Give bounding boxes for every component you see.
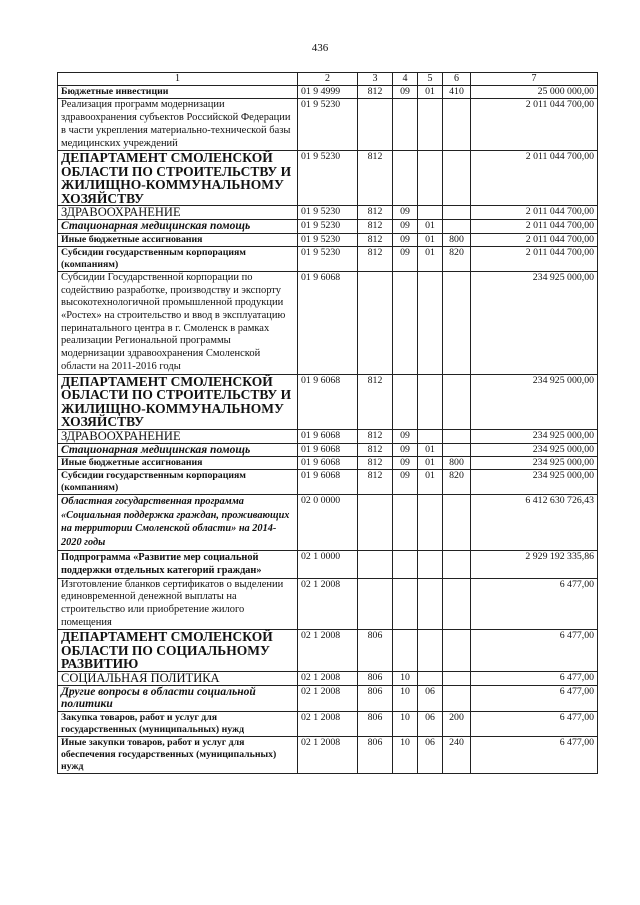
expense-type-cell (443, 550, 471, 578)
section-code-cell: 09 (393, 86, 418, 99)
row-name-cell: Иные бюджетные ассигнования (58, 233, 298, 246)
row-name-cell: Изготовление бланков сертификатов о выделении единовременной денежной выплаты на строительство или приобретение жилого помещения (58, 578, 298, 630)
ministry-code-cell: 812 (358, 429, 393, 443)
subsection-code-cell: 01 (418, 246, 443, 271)
expense-type-cell (443, 685, 471, 711)
subsection-code-cell (418, 99, 443, 151)
ministry-code-cell: 812 (358, 86, 393, 99)
table-row (58, 151, 598, 206)
ministry-code-cell: 812 (358, 443, 393, 457)
table-row (58, 550, 598, 578)
expense-type-cell (443, 630, 471, 672)
ministry-code-cell: 812 (358, 457, 393, 470)
section-code-cell: 09 (393, 429, 418, 443)
subsection-code-cell (418, 429, 443, 443)
section-code-cell: 10 (393, 736, 418, 773)
row-name-cell: Бюджетные инвестиции (58, 86, 298, 99)
table-row (58, 86, 598, 99)
amount-cell: 25 000 000,00 (471, 86, 598, 99)
subsection-code-cell (418, 671, 443, 685)
table-row (58, 685, 598, 711)
expense-type-cell (443, 443, 471, 457)
ministry-code-cell (358, 495, 393, 550)
amount-cell: 6 477,00 (471, 685, 598, 711)
table-row (58, 671, 598, 685)
target-code-cell: 01 9 5230 (298, 233, 358, 246)
row-name-cell: ДЕПАРТАМЕНТ СМОЛЕНСКОЙ ОБЛАСТИ ПО СТРОИТЕЛЬСТВУ И ЖИЛИЩНО-КОММУНАЛЬНОМУ ХОЗЯЙСТВУ (58, 151, 298, 206)
ministry-code-cell: 812 (358, 246, 393, 271)
table-row (58, 630, 598, 672)
ministry-code-cell: 812 (358, 206, 393, 220)
expense-type-cell (443, 99, 471, 151)
table-row (58, 246, 598, 271)
amount-cell: 234 925 000,00 (471, 374, 598, 429)
section-code-cell: 09 (393, 233, 418, 246)
section-code-cell (393, 578, 418, 630)
subsection-code-cell: 06 (418, 736, 443, 773)
subsection-code-cell (418, 495, 443, 550)
amount-cell: 2 011 044 700,00 (471, 220, 598, 234)
target-code-cell: 01 9 6068 (298, 429, 358, 443)
amount-cell: 6 477,00 (471, 711, 598, 736)
amount-cell: 234 925 000,00 (471, 271, 598, 374)
subsection-code-cell (418, 550, 443, 578)
amount-cell: 6 477,00 (471, 630, 598, 672)
header-cell: 7 (471, 73, 598, 86)
target-code-cell: 01 9 6068 (298, 443, 358, 457)
section-code-cell (393, 99, 418, 151)
expense-type-cell: 240 (443, 736, 471, 773)
ministry-code-cell (358, 578, 393, 630)
budget-table (57, 72, 598, 774)
target-code-cell: 01 9 5230 (298, 246, 358, 271)
section-code-cell (393, 550, 418, 578)
subsection-code-cell (418, 151, 443, 206)
table-row (58, 233, 598, 246)
row-name-cell: Стационарная медицинская помощь (58, 220, 298, 234)
amount-cell: 2 011 044 700,00 (471, 151, 598, 206)
ministry-code-cell: 806 (358, 736, 393, 773)
amount-cell: 2 011 044 700,00 (471, 99, 598, 151)
table-row (58, 220, 598, 234)
section-code-cell: 09 (393, 220, 418, 234)
target-code-cell: 01 9 6068 (298, 271, 358, 374)
row-name-cell: Подпрограмма «Развитие мер социальной поддержки отдельных категорий граждан» (58, 550, 298, 578)
expense-type-cell: 820 (443, 470, 471, 495)
header-cell: 4 (393, 73, 418, 86)
row-name-cell: Иные закупки товаров, работ и услуг для обеспечения государственных (муниципальных) нужд (58, 736, 298, 773)
target-code-cell: 01 9 6068 (298, 470, 358, 495)
target-code-cell: 01 9 6068 (298, 457, 358, 470)
amount-cell: 234 925 000,00 (471, 443, 598, 457)
subsection-code-cell: 06 (418, 711, 443, 736)
expense-type-cell: 820 (443, 246, 471, 271)
row-name-cell: ДЕПАРТАМЕНТ СМОЛЕНСКОЙ ОБЛАСТИ ПО СОЦИАЛЬНОМУ РАЗВИТИЮ (58, 630, 298, 672)
row-name-cell: Субсидии государственным корпорациям (компаниям) (58, 246, 298, 271)
table-row (58, 736, 598, 773)
target-code-cell: 02 1 0000 (298, 550, 358, 578)
section-code-cell: 09 (393, 470, 418, 495)
target-code-cell: 01 9 5230 (298, 151, 358, 206)
section-code-cell (393, 630, 418, 672)
ministry-code-cell: 806 (358, 671, 393, 685)
row-name-cell: Закупка товаров, работ и услуг для государственных (муниципальных) нужд (58, 711, 298, 736)
target-code-cell: 02 1 2008 (298, 685, 358, 711)
amount-cell: 234 925 000,00 (471, 429, 598, 443)
section-code-cell (393, 374, 418, 429)
amount-cell: 6 412 630 726,43 (471, 495, 598, 550)
section-code-cell (393, 151, 418, 206)
section-code-cell: 10 (393, 711, 418, 736)
target-code-cell: 02 1 2008 (298, 671, 358, 685)
subsection-code-cell (418, 271, 443, 374)
target-code-cell: 01 9 6068 (298, 374, 358, 429)
expense-type-cell (443, 206, 471, 220)
subsection-code-cell: 01 (418, 470, 443, 495)
expense-type-cell: 410 (443, 86, 471, 99)
expense-type-cell (443, 671, 471, 685)
row-name-cell: СОЦИАЛЬНАЯ ПОЛИТИКА (58, 671, 298, 685)
page-number: 436 (311, 42, 329, 54)
section-code-cell: 10 (393, 671, 418, 685)
subsection-code-cell (418, 630, 443, 672)
table-row (58, 457, 598, 470)
ministry-code-cell: 812 (358, 374, 393, 429)
table-row (58, 271, 598, 374)
section-code-cell (393, 271, 418, 374)
row-name-cell: ЗДРАВООХРАНЕНИЕ (58, 206, 298, 220)
row-name-cell: Субсидии Государственной корпорации по содействию разработке, производству и экспорту высокотехнологичной промышленной продукции «Ростех» на строительство и ввод в эксплуатацию перинатального центра в г. Смоленск в рамках реализации Региональной программы модернизации здравоохранения Смоленской области на 2011-2016 годы (58, 271, 298, 374)
subsection-code-cell: 01 (418, 86, 443, 99)
table-row (58, 99, 598, 151)
row-name-cell: ДЕПАРТАМЕНТ СМОЛЕНСКОЙ ОБЛАСТИ ПО СТРОИТЕЛЬСТВУ И ЖИЛИЩНО-КОММУНАЛЬНОМУ ХОЗЯЙСТВУ (58, 374, 298, 429)
ministry-code-cell: 806 (358, 711, 393, 736)
amount-cell: 2 011 044 700,00 (471, 246, 598, 271)
target-code-cell: 02 1 2008 (298, 711, 358, 736)
ministry-code-cell (358, 271, 393, 374)
target-code-cell: 01 9 5230 (298, 220, 358, 234)
row-name-cell: Стационарная медицинская помощь (58, 443, 298, 457)
expense-type-cell: 800 (443, 457, 471, 470)
row-name-cell: ЗДРАВООХРАНЕНИЕ (58, 429, 298, 443)
amount-cell: 6 477,00 (471, 671, 598, 685)
expense-type-cell: 200 (443, 711, 471, 736)
header-cell: 5 (418, 73, 443, 86)
row-name-cell: Субсидии государственным корпорациям (компаниям) (58, 470, 298, 495)
table-row (58, 206, 598, 220)
section-code-cell: 09 (393, 443, 418, 457)
section-code-cell: 09 (393, 457, 418, 470)
amount-cell: 2 011 044 700,00 (471, 233, 598, 246)
amount-cell: 2 011 044 700,00 (471, 206, 598, 220)
target-code-cell: 01 9 5230 (298, 99, 358, 151)
ministry-code-cell: 806 (358, 685, 393, 711)
ministry-code-cell: 812 (358, 220, 393, 234)
subsection-code-cell: 01 (418, 457, 443, 470)
expense-type-cell (443, 220, 471, 234)
subsection-code-cell (418, 374, 443, 429)
target-code-cell: 02 1 2008 (298, 578, 358, 630)
ministry-code-cell (358, 550, 393, 578)
table-row (58, 429, 598, 443)
amount-cell: 6 477,00 (471, 578, 598, 630)
expense-type-cell (443, 271, 471, 374)
subsection-code-cell: 01 (418, 220, 443, 234)
table-row (58, 578, 598, 630)
section-code-cell: 09 (393, 206, 418, 220)
target-code-cell: 01 9 4999 (298, 86, 358, 99)
ministry-code-cell: 812 (358, 233, 393, 246)
row-name-cell: Иные бюджетные ассигнования (58, 457, 298, 470)
subsection-code-cell: 06 (418, 685, 443, 711)
header-cell: 1 (58, 73, 298, 86)
table-row (58, 495, 598, 550)
expense-type-cell: 800 (443, 233, 471, 246)
ministry-code-cell (358, 99, 393, 151)
target-code-cell: 01 9 5230 (298, 206, 358, 220)
row-name-cell: Другие вопросы в области социальной политики (58, 685, 298, 711)
ministry-code-cell: 812 (358, 470, 393, 495)
section-code-cell: 10 (393, 685, 418, 711)
row-name-cell: Областная государственная программа «Социальная поддержка граждан, проживающих на территории Смоленской области» на 2014-2020 годы (58, 495, 298, 550)
subsection-code-cell: 01 (418, 233, 443, 246)
amount-cell: 2 929 192 335,86 (471, 550, 598, 578)
amount-cell: 234 925 000,00 (471, 470, 598, 495)
section-code-cell (393, 495, 418, 550)
table-row (58, 374, 598, 429)
table-row (58, 443, 598, 457)
header-row (58, 73, 598, 86)
subsection-code-cell (418, 578, 443, 630)
header-cell: 2 (298, 73, 358, 86)
table-row (58, 470, 598, 495)
ministry-code-cell: 806 (358, 630, 393, 672)
expense-type-cell (443, 374, 471, 429)
target-code-cell: 02 1 2008 (298, 630, 358, 672)
expense-type-cell (443, 151, 471, 206)
target-code-cell: 02 0 0000 (298, 495, 358, 550)
subsection-code-cell (418, 206, 443, 220)
amount-cell: 234 925 000,00 (471, 457, 598, 470)
ministry-code-cell: 812 (358, 151, 393, 206)
expense-type-cell (443, 429, 471, 443)
amount-cell: 6 477,00 (471, 736, 598, 773)
expense-type-cell (443, 495, 471, 550)
table-row (58, 711, 598, 736)
header-cell: 6 (443, 73, 471, 86)
expense-type-cell (443, 578, 471, 630)
section-code-cell: 09 (393, 246, 418, 271)
target-code-cell: 02 1 2008 (298, 736, 358, 773)
row-name-cell: Реализация программ модернизации здравоохранения субъектов Российской Федерации в части укрепления материально-технической базы медицинских учреждений (58, 99, 298, 151)
subsection-code-cell: 01 (418, 443, 443, 457)
header-cell: 3 (358, 73, 393, 86)
